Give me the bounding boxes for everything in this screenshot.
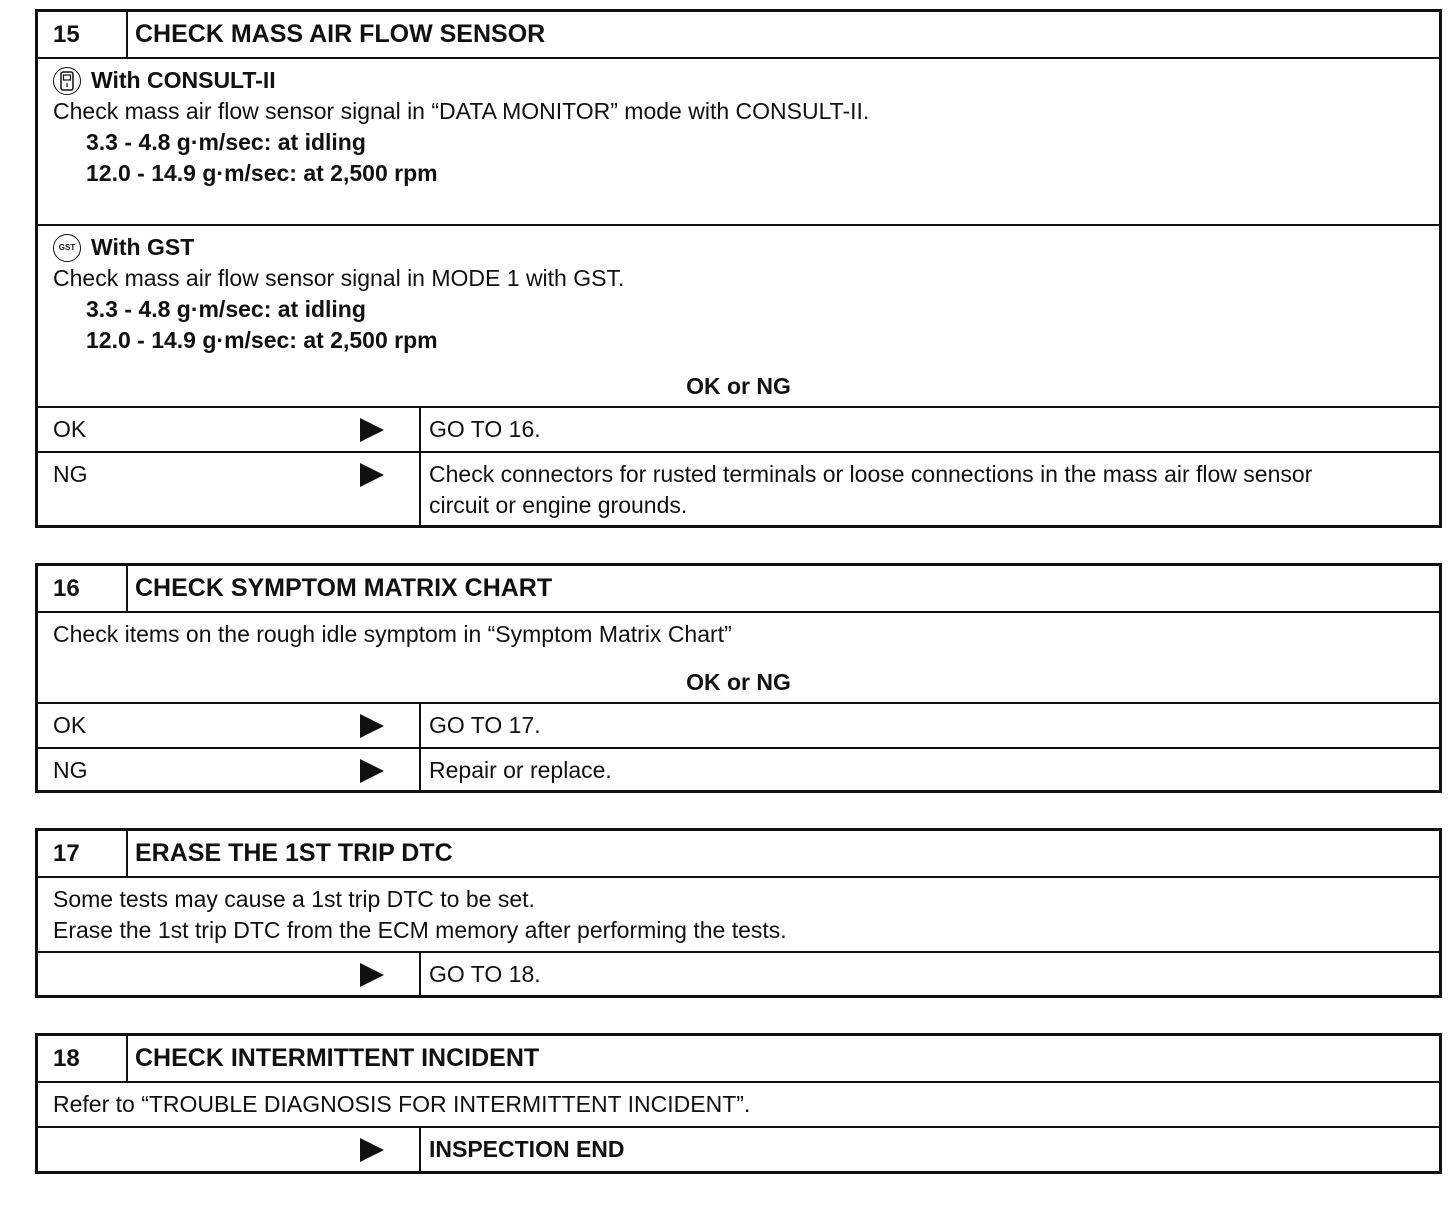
step-header xyxy=(38,12,1439,57)
result-row-ok xyxy=(38,702,1439,747)
arrow-right-icon xyxy=(360,759,384,783)
step-text: Erase the 1st trip DTC from the ECM memory after performing the tests. xyxy=(53,917,787,943)
ok-or-ng-label: OK or NG xyxy=(686,373,791,399)
consult-section xyxy=(38,57,1439,224)
result-row xyxy=(38,1126,1439,1171)
gst-section xyxy=(38,224,1439,406)
spec-line: 12.0 - 14.9 g·m/sec: at 2,500 rpm xyxy=(86,327,438,353)
spec-line: 3.3 - 4.8 g·m/sec: at idling xyxy=(86,129,366,155)
arrow-right-icon xyxy=(360,463,384,487)
gst-icon: GST xyxy=(53,234,81,262)
step-title: CHECK INTERMITTENT INCIDENT xyxy=(135,1044,540,1072)
result-label: OK xyxy=(53,416,87,442)
result-action: GO TO 18. xyxy=(429,961,541,987)
result-action: GO TO 16. xyxy=(429,416,541,442)
step-body xyxy=(38,611,1439,702)
step-header xyxy=(38,831,1439,876)
step-header xyxy=(38,1036,1439,1081)
step-title: ERASE THE 1ST TRIP DTC xyxy=(135,839,453,867)
arrow-right-icon xyxy=(360,714,384,738)
result-action: GO TO 17. xyxy=(429,712,541,738)
step-title: CHECK SYMPTOM MATRIX CHART xyxy=(135,574,553,602)
step-text: Refer to “TROUBLE DIAGNOSIS FOR INTERMITTENT INCIDENT”. xyxy=(53,1091,751,1117)
ok-or-ng-label: OK or NG xyxy=(686,669,791,695)
result-label: NG xyxy=(53,757,88,783)
spec-line: 3.3 - 4.8 g·m/sec: at idling xyxy=(86,296,366,322)
arrow-right-icon xyxy=(360,418,384,442)
section-heading-text: With GST xyxy=(91,234,195,260)
step-text: Check items on the rough idle symptom in “Symptom Matrix Chart” xyxy=(53,621,732,647)
step-title: CHECK MASS AIR FLOW SENSOR xyxy=(135,20,546,48)
result-action: INSPECTION END xyxy=(429,1136,625,1162)
step-16 xyxy=(35,563,1442,793)
step-18 xyxy=(35,1033,1442,1174)
section-text: Check mass air flow sensor signal in “DATA MONITOR” mode with CONSULT-II. xyxy=(53,98,870,124)
step-number: 16 xyxy=(38,566,128,611)
arrow-right-icon xyxy=(360,963,384,987)
result-action: Check connectors for rusted terminals or loose connections in the mass air flow sensor circuit or engine grounds. xyxy=(429,461,1313,518)
result-row-ng xyxy=(38,451,1439,527)
section-heading xyxy=(53,65,1439,96)
section-heading xyxy=(53,232,1439,263)
result-label: NG xyxy=(53,461,88,487)
step-number: 17 xyxy=(38,831,128,876)
step-number: 15 xyxy=(38,12,128,57)
section-text: Check mass air flow sensor signal in MODE 1 with GST. xyxy=(53,265,625,291)
step-body xyxy=(38,876,1439,951)
step-text: Some tests may cause a 1st trip DTC to be set. xyxy=(53,886,535,912)
step-number: 18 xyxy=(38,1036,128,1081)
result-row-ng xyxy=(38,747,1439,792)
step-17 xyxy=(35,828,1442,998)
result-action: Repair or replace. xyxy=(429,757,612,783)
consult-ii-icon xyxy=(53,67,81,95)
step-header xyxy=(38,566,1439,611)
result-label: OK xyxy=(53,712,87,738)
step-body xyxy=(38,1081,1439,1126)
result-row xyxy=(38,951,1439,995)
result-row-ok xyxy=(38,406,1439,451)
section-heading-text: With CONSULT-II xyxy=(91,67,276,93)
arrow-right-icon xyxy=(360,1138,384,1162)
step-15 xyxy=(35,9,1442,528)
spec-line: 12.0 - 14.9 g·m/sec: at 2,500 rpm xyxy=(86,160,438,186)
